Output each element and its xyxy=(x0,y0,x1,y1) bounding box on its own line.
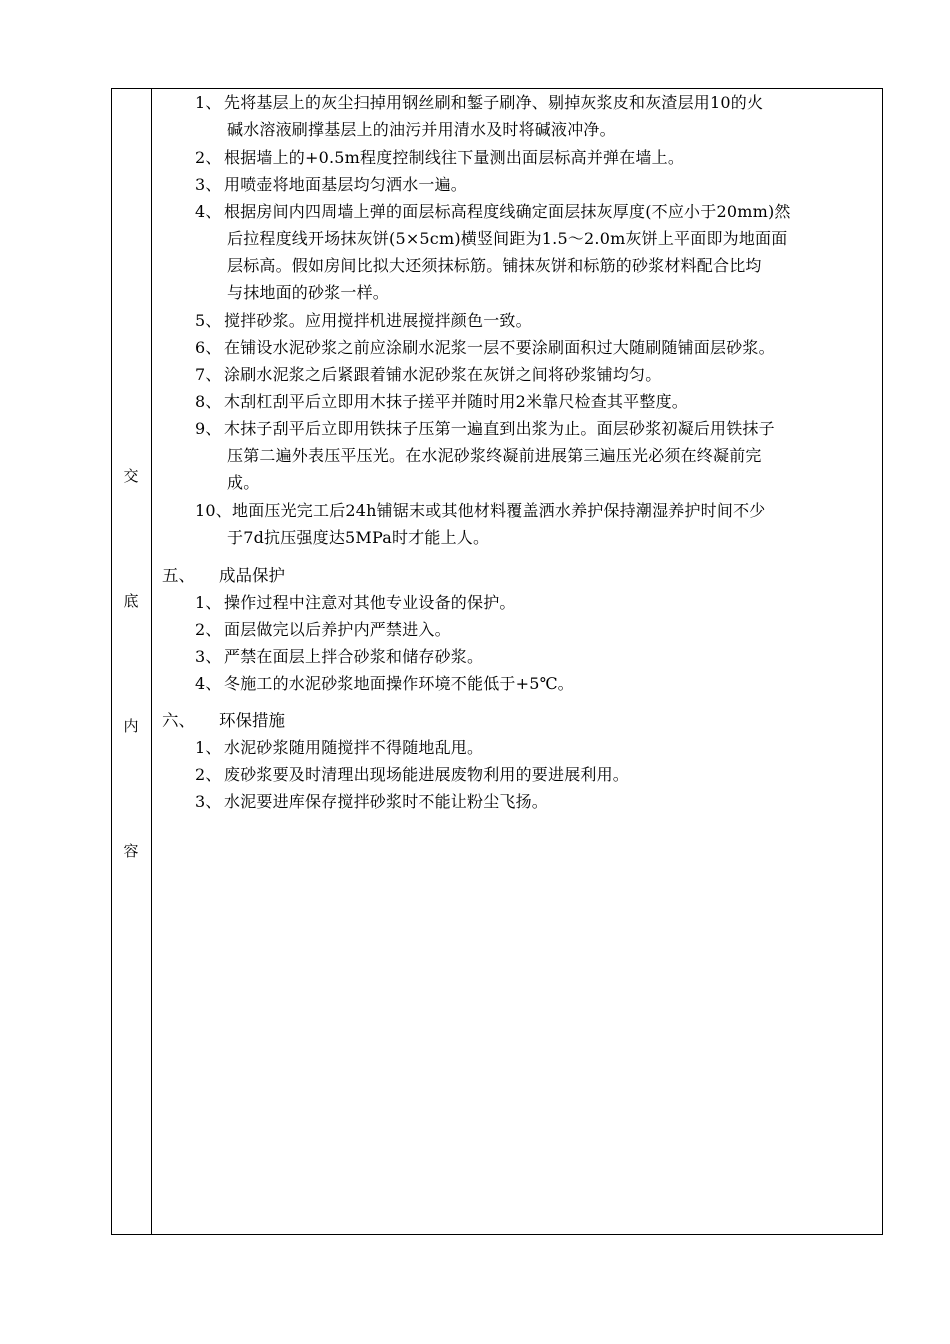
step-line: 后拉程度线开场抹灰饼(5×5cm)横竖间距为1.5～2.0m灰饼上平面即为地面面 xyxy=(227,229,788,248)
side-label-char: 底 xyxy=(123,592,139,610)
step-line: 成。 xyxy=(227,473,260,492)
step-item xyxy=(195,334,775,361)
step-line: 木抹子刮平后立即用铁抹子压第一遍直到出浆为止。面层砂浆初凝后用铁抹子 xyxy=(224,419,775,438)
list-item xyxy=(195,643,483,670)
step-line: 压第二遍外表压平压光。在水泥砂浆终凝前进展第三遍压光必须在终凝前完 xyxy=(227,446,762,465)
section-title: 环保措施 xyxy=(219,711,285,730)
list-item xyxy=(195,761,629,788)
list-item xyxy=(195,734,483,761)
step-item xyxy=(195,388,688,415)
step-item xyxy=(195,415,775,496)
list-item xyxy=(195,670,574,697)
step-item xyxy=(195,198,791,306)
step-item xyxy=(195,171,467,198)
step-line: 搅拌砂浆。应用搅拌机进展搅拌颜色一致。 xyxy=(224,311,532,330)
item-number: 1、 xyxy=(195,738,222,757)
step-line: 在铺设水泥砂浆之前应涂刷水泥浆一层不要涂刷面积过大随刷随铺面层砂浆。 xyxy=(224,338,775,357)
step-number: 2、 xyxy=(195,148,222,167)
item-number: 3、 xyxy=(195,792,222,811)
step-line: 地面压光完工后24h铺锯末或其他材料覆盖洒水养护保持潮湿养护时间不少 xyxy=(232,501,766,520)
item-text: 水泥砂浆随用随搅拌不得随地乱甩。 xyxy=(224,738,484,757)
step-line: 于7d抗压强度达5MPa时才能上人。 xyxy=(227,528,490,547)
item-number: 2、 xyxy=(195,765,222,784)
item-number: 2、 xyxy=(195,620,222,639)
step-number: 4、 xyxy=(195,202,222,221)
step-line: 根据墙上的+0.5m程度控制线往下量测出面层标高并弹在墙上。 xyxy=(224,148,685,167)
step-number: 1、 xyxy=(195,93,222,112)
step-number: 10、 xyxy=(195,501,232,520)
step-number: 9、 xyxy=(195,419,222,438)
item-number: 4、 xyxy=(195,674,222,693)
step-number: 7、 xyxy=(195,365,222,384)
column-divider xyxy=(151,88,152,1235)
step-line: 木刮杠刮平后立即用木抹子搓平并随时用2米靠尺检查其平整度。 xyxy=(224,392,688,411)
item-number: 3、 xyxy=(195,647,222,666)
step-item xyxy=(195,307,532,334)
step-number: 8、 xyxy=(195,392,222,411)
item-text: 水泥要进库保存搅拌砂浆时不能让粉尘飞扬。 xyxy=(224,792,549,811)
side-label-char: 交 xyxy=(123,467,139,485)
step-line: 先将基层上的灰尘扫掉用钢丝刷和錾子刷净、剔掉灰浆皮和灰渣层用10的火 xyxy=(224,93,764,112)
item-number: 1、 xyxy=(195,593,222,612)
step-number: 5、 xyxy=(195,311,222,330)
step-item xyxy=(195,144,684,171)
step-number: 6、 xyxy=(195,338,222,357)
item-text: 冬施工的水泥砂浆地面操作环境不能低于+5℃。 xyxy=(224,674,574,693)
step-item xyxy=(195,497,765,551)
item-text: 严禁在面层上拌合砂浆和储存砂浆。 xyxy=(224,647,484,666)
side-label-char: 内 xyxy=(123,717,139,735)
item-text: 操作过程中注意对其他专业设备的保护。 xyxy=(224,593,516,612)
list-item xyxy=(195,788,548,815)
item-text: 废砂浆要及时清理出现场能进展废物利用的要进展利用。 xyxy=(224,765,630,784)
step-line: 与抹地面的砂浆一样。 xyxy=(227,283,390,302)
item-text: 面层做完以后养护内严禁进入。 xyxy=(224,620,451,639)
section-number: 五、 xyxy=(162,566,195,585)
side-label-char: 容 xyxy=(123,842,139,860)
step-line: 根据房间内四周墙上弹的面层标高程度线确定面层抹灰厚度(不应小于20mm)然 xyxy=(224,202,791,221)
step-number: 3、 xyxy=(195,175,222,194)
step-line: 层标高。假如房间比拟大还须抹标筋。铺抹灰饼和标筋的砂浆材料配合比均 xyxy=(227,256,762,275)
section-number: 六、 xyxy=(162,711,195,730)
step-item xyxy=(195,361,661,388)
section-title: 成品保护 xyxy=(219,566,285,585)
step-line: 用喷壶将地面基层均匀洒水一遍。 xyxy=(224,175,468,194)
step-line: 碱水溶液刷撑基层上的油污并用清水及时将碱液冲净。 xyxy=(227,120,616,139)
step-item xyxy=(195,89,763,143)
step-line: 涂刷水泥浆之后紧跟着铺水泥砂浆在灰饼之间将砂浆铺均匀。 xyxy=(224,365,662,384)
list-item xyxy=(195,616,451,643)
list-item xyxy=(195,589,516,616)
